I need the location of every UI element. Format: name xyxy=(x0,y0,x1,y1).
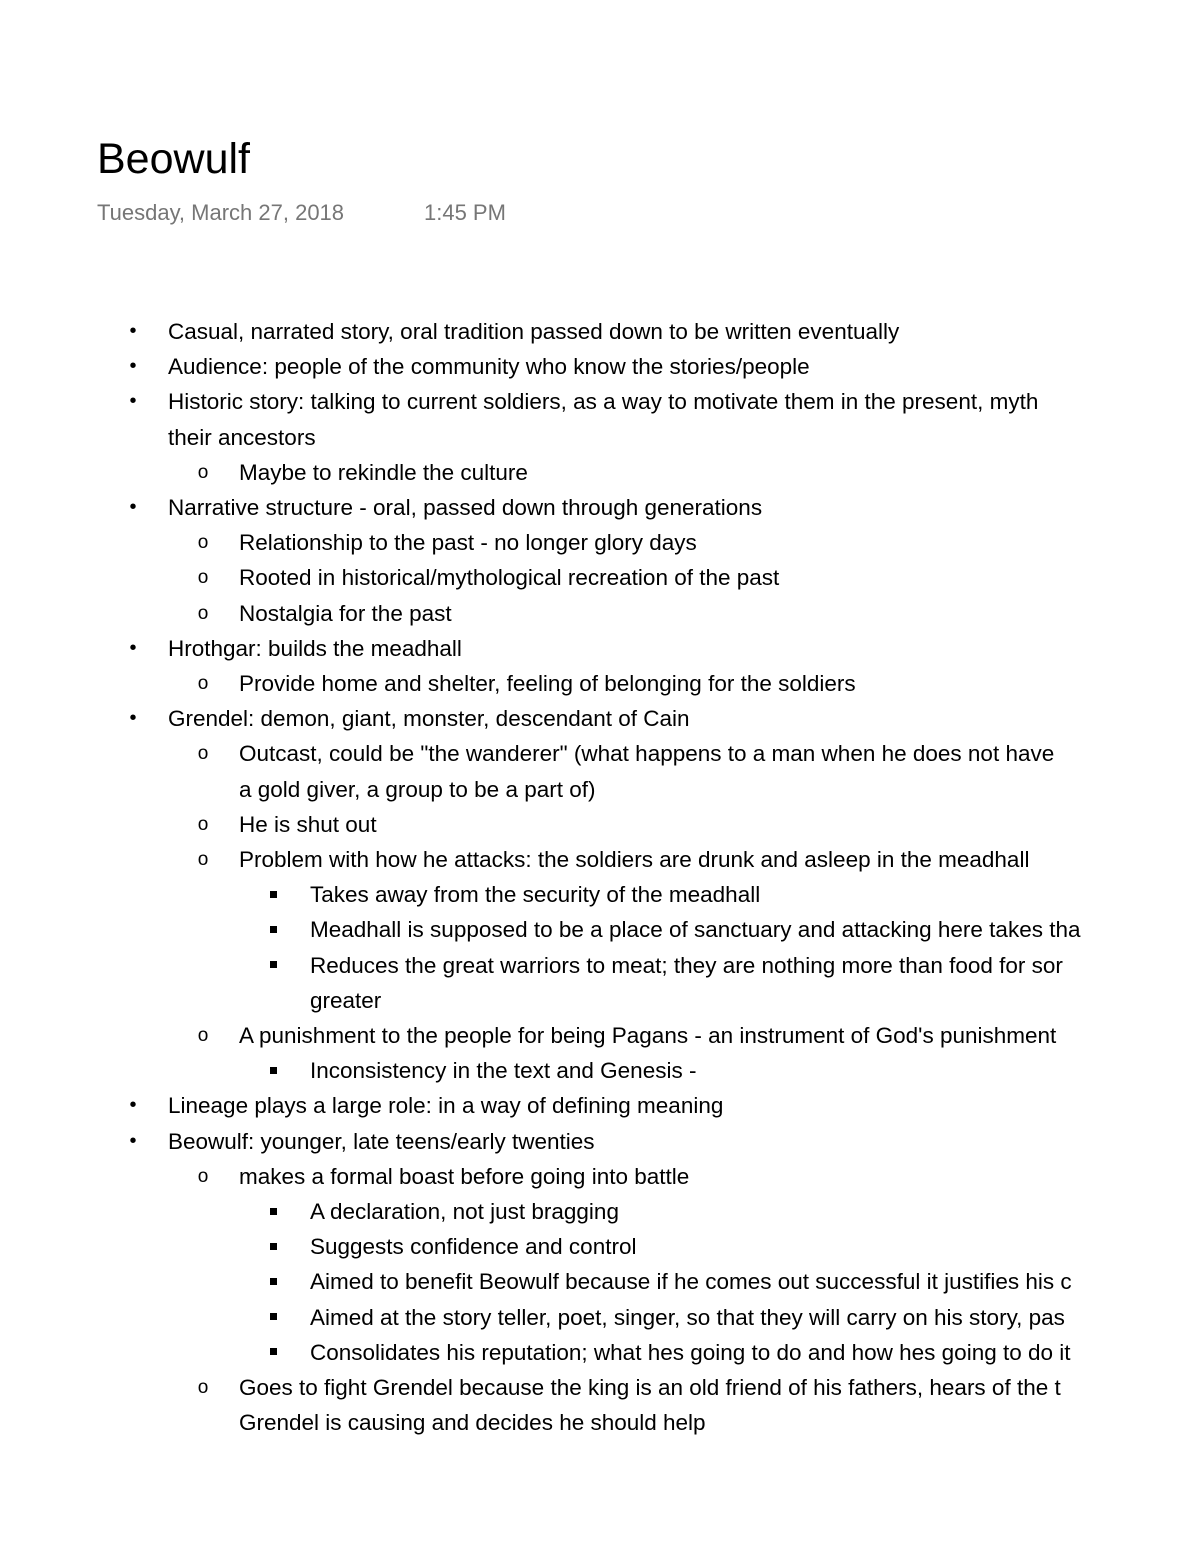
outline-item-text xyxy=(239,596,452,631)
outline-item-line: Hrothgar: builds the meadhall xyxy=(168,635,462,661)
outline-item-text xyxy=(310,948,1063,1018)
outline-item-text xyxy=(239,666,856,701)
outline-item-text xyxy=(239,1159,689,1194)
outline-item-text xyxy=(168,1088,723,1123)
bullet-square-icon xyxy=(266,948,280,983)
outline-item-text xyxy=(239,1018,1056,1053)
outline-item-level-3 xyxy=(0,948,1200,1018)
outline-item-line: Consolidates his reputation; what hes going to do and how hes going to do it xyxy=(310,1339,1071,1365)
bullet-dot-icon xyxy=(124,1088,142,1123)
outline-item-line: Outcast, could be "the wanderer" (what happens to a man when he does not have xyxy=(239,741,1055,767)
outline-item-line: Provide home and shelter, feeling of belonging for the soldiers xyxy=(239,671,856,697)
bullet-square-icon xyxy=(266,912,280,947)
bullet-circle-icon xyxy=(194,807,212,842)
outline-item-line: Audience: people of the community who know the stories/people xyxy=(168,354,810,380)
outline-item-text xyxy=(310,1300,1065,1335)
outline-item-text xyxy=(239,525,697,560)
bullet-circle-icon xyxy=(194,1018,212,1053)
outline-item-text xyxy=(168,384,1038,454)
bullet-circle-icon xyxy=(194,842,212,877)
outline-item-level-2 xyxy=(0,736,1200,806)
outline-item-line: Reduces the great warriors to meat; they are nothing more than food for sor xyxy=(310,952,1063,978)
bullet-square-icon xyxy=(266,1053,280,1088)
outline-item-level-2 xyxy=(0,1159,1200,1194)
outline-item-line: A declaration, not just bragging xyxy=(310,1199,619,1225)
outline-item-text xyxy=(310,1335,1071,1370)
outline-item-level-3 xyxy=(0,1194,1200,1229)
outline-item-line: Grendel: demon, giant, monster, descendant of Cain xyxy=(168,706,690,732)
outline-item-level-1 xyxy=(0,631,1200,666)
outline-item-text xyxy=(239,807,377,842)
outline-item-line: their ancestors xyxy=(168,424,316,450)
bullet-dot-icon xyxy=(124,314,142,349)
outline-item-line: makes a formal boast before going into battle xyxy=(239,1163,690,1189)
outline-item-text xyxy=(239,1370,1061,1440)
outline-item-level-2 xyxy=(0,560,1200,595)
outline-item-level-1 xyxy=(0,384,1200,454)
outline-item-text xyxy=(310,1194,619,1229)
outline-item-text xyxy=(168,349,810,384)
outline-item-level-2 xyxy=(0,842,1200,877)
outline-item-level-3 xyxy=(0,877,1200,912)
outline-item-level-2 xyxy=(0,1018,1200,1053)
bullet-square-icon xyxy=(266,1229,280,1264)
outline-item-text xyxy=(310,1053,696,1088)
outline-item-level-1 xyxy=(0,314,1200,349)
bullet-circle-icon xyxy=(194,560,212,595)
outline-item-level-3 xyxy=(0,1300,1200,1335)
outline-list xyxy=(0,314,1200,1441)
bullet-circle-icon xyxy=(194,666,212,701)
note-time: 1:45 PM xyxy=(424,200,506,225)
bullet-dot-icon xyxy=(124,384,142,419)
outline-item-text xyxy=(168,701,690,736)
outline-item-line: Aimed to benefit Beowulf because if he comes out successful it justifies his c xyxy=(310,1269,1072,1295)
outline-item-text xyxy=(239,842,1029,877)
outline-item-text xyxy=(168,314,899,349)
outline-item-text xyxy=(239,736,1054,806)
bullet-circle-icon xyxy=(194,455,212,490)
outline-item-level-2 xyxy=(0,525,1200,560)
outline-item-line: Nostalgia for the past xyxy=(239,600,452,626)
outline-item-level-3 xyxy=(0,1335,1200,1370)
bullet-square-icon xyxy=(266,1335,280,1370)
outline-item-text xyxy=(310,1229,636,1264)
outline-item-line: Problem with how he attacks: the soldiers are drunk and asleep in the meadhall xyxy=(239,847,1030,873)
outline-item-text xyxy=(239,455,528,490)
outline-item-line: Inconsistency in the text and Genesis - xyxy=(310,1058,697,1084)
outline-item-line: Lineage plays a large role: in a way of defining meaning xyxy=(168,1093,724,1119)
outline-item-level-3 xyxy=(0,1053,1200,1088)
outline-item-level-1 xyxy=(0,701,1200,736)
bullet-circle-icon xyxy=(194,736,212,771)
note-date: Tuesday, March 27, 2018 xyxy=(97,200,345,225)
outline-item-level-2 xyxy=(0,1370,1200,1440)
bullet-dot-icon xyxy=(124,631,142,666)
bullet-square-icon xyxy=(266,1264,280,1299)
outline-item-text xyxy=(168,631,462,666)
outline-item-text xyxy=(168,490,762,525)
outline-item-level-1 xyxy=(0,349,1200,384)
bullet-square-icon xyxy=(266,877,280,912)
outline-item-line: greater xyxy=(310,987,382,1013)
bullet-dot-icon xyxy=(124,349,142,384)
outline-item-line: Maybe to rekindle the culture xyxy=(239,459,528,485)
outline-item-level-3 xyxy=(0,1264,1200,1299)
outline-item-line: a gold giver, a group to be a part of) xyxy=(239,776,596,802)
outline-item-text xyxy=(168,1124,595,1159)
outline-item-line: Aimed at the story teller, poet, singer, so that they will carry on his story, pas xyxy=(310,1304,1065,1330)
outline-item-level-1 xyxy=(0,490,1200,525)
bullet-circle-icon xyxy=(194,525,212,560)
bullet-square-icon xyxy=(266,1194,280,1229)
outline-item-line: Rooted in historical/mythological recreation of the past xyxy=(239,565,780,591)
outline-item-level-2 xyxy=(0,455,1200,490)
outline-item-level-2 xyxy=(0,807,1200,842)
outline-item-level-3 xyxy=(0,912,1200,947)
outline-item-line: Takes away from the security of the meadhall xyxy=(310,882,761,908)
outline-item-level-2 xyxy=(0,596,1200,631)
outline-item-text xyxy=(310,877,760,912)
outline-item-level-1 xyxy=(0,1124,1200,1159)
bullet-dot-icon xyxy=(124,1124,142,1159)
outline-item-line: Historic story: talking to current soldiers, as a way to motivate them in the present, myth xyxy=(168,389,1039,415)
outline-item-text xyxy=(239,560,779,595)
outline-item-line: Relationship to the past - no longer glory days xyxy=(239,530,697,556)
bullet-square-icon xyxy=(266,1300,280,1335)
outline-item-line: Grendel is causing and decides he should help xyxy=(239,1410,706,1436)
page-title: Beowulf xyxy=(97,135,250,183)
outline-item-line: Casual, narrated story, oral tradition passed down to be written eventually xyxy=(168,319,900,344)
outline-item-line: He is shut out xyxy=(239,811,377,837)
outline-item-line: Suggests confidence and control xyxy=(310,1234,637,1260)
bullet-circle-icon xyxy=(194,1159,212,1194)
bullet-dot-icon xyxy=(124,490,142,525)
outline-item-text xyxy=(310,912,1081,947)
outline-item-line: Goes to fight Grendel because the king is an old friend of his fathers, hears of the t xyxy=(239,1375,1061,1401)
bullet-dot-icon xyxy=(124,701,142,736)
outline-item-level-2 xyxy=(0,666,1200,701)
outline-item-line: Beowulf: younger, late teens/early twenties xyxy=(168,1128,595,1154)
outline-item-line: Narrative structure - oral, passed down through generations xyxy=(168,495,763,521)
bullet-circle-icon xyxy=(194,596,212,631)
outline-item-level-3 xyxy=(0,1229,1200,1264)
outline-item-text xyxy=(310,1264,1072,1299)
outline-item-line: A punishment to the people for being Pagans - an instrument of God's punishment xyxy=(239,1023,1057,1049)
outline-item-level-1 xyxy=(0,1088,1200,1123)
bullet-circle-icon xyxy=(194,1370,212,1405)
outline-item-line: Meadhall is supposed to be a place of sanctuary and attacking here takes tha xyxy=(310,917,1081,943)
